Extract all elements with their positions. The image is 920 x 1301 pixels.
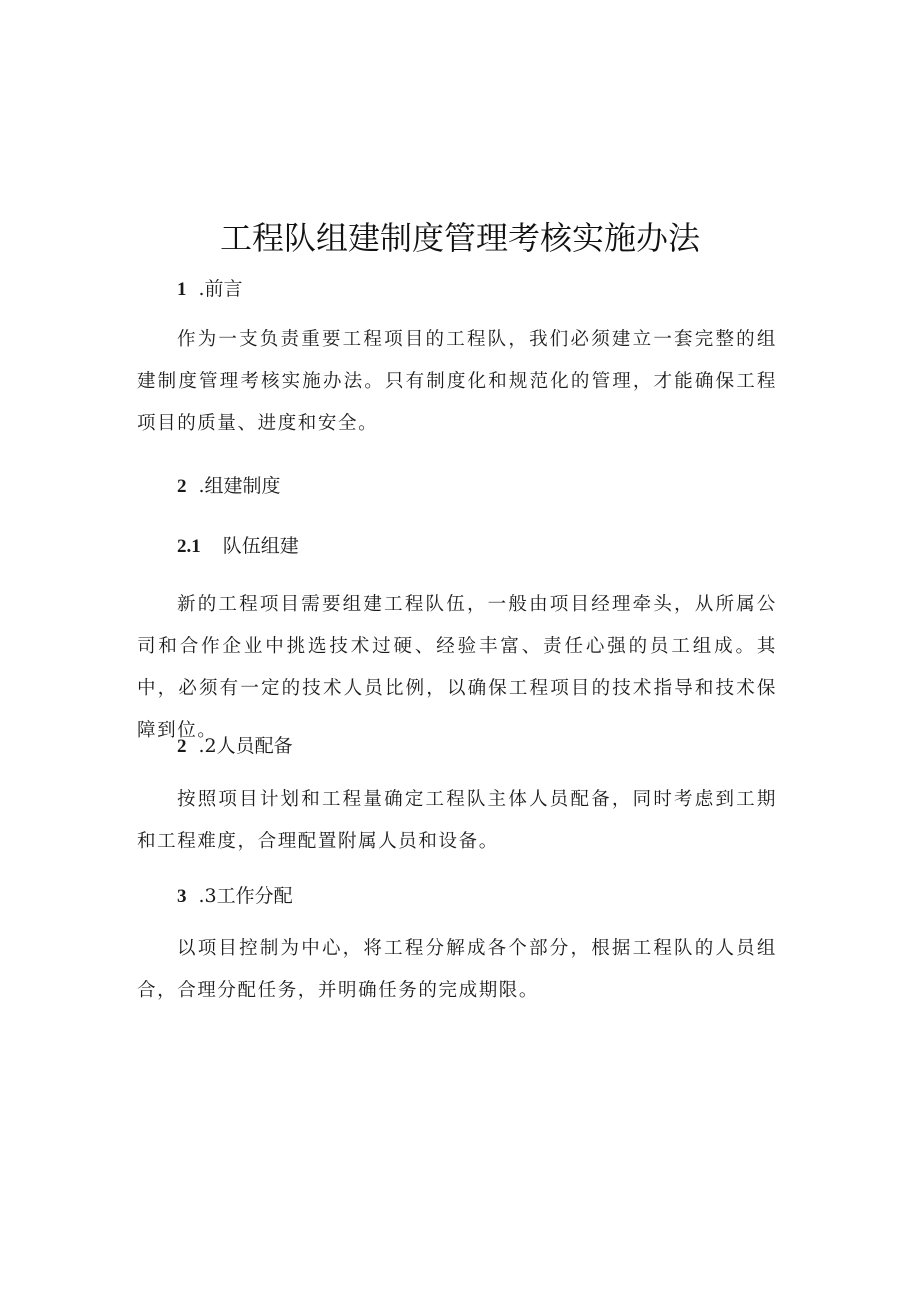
section-heading-2-2 [177, 732, 293, 761]
section-heading-2-1 [177, 532, 299, 561]
paragraph-work-allocation: 以项目控制为中心，将工程分解成各个部分，根据工程队的人员组合，合理分配任务，并明确任务的完成期限。 [137, 938, 777, 1001]
document-title: 工程队组建制度管理考核实施办法 [219, 219, 700, 257]
paragraph-preface: 作为一支负责重要工程项目的工程队，我们必须建立一套完整的组建制度管理考核实施办法。只有制度化和规范化的管理，才能确保工程项目的质量、进度和安全。 [137, 329, 777, 434]
section-number: 1 [177, 279, 187, 300]
section-label: 队伍组建 [222, 535, 299, 557]
section-label: .3工作分配 [198, 885, 293, 907]
section-heading-3-3 [177, 882, 293, 911]
section-number: 2 [177, 476, 187, 497]
section-number: 3 [177, 886, 187, 907]
section-heading-1 [177, 275, 243, 304]
paragraph-team-formation: 新的工程项目需要组建工程队伍，一般由项目经理牵头，从所属公司和合作企业中挑选技术过硬、经验丰富、责任心强的员工组成。其中，必须有一定的技术人员比例，以确保工程项目的技术指导和技术保障到位。 [137, 594, 777, 741]
paragraph-staffing: 按照项目计划和工程量确定工程队主体人员配备，同时考虑到工期和工程难度，合理配置附属人员和设备。 [137, 789, 777, 852]
section-heading-2 [177, 472, 281, 501]
section-number: 2 [177, 736, 187, 757]
section-number: 2.1 [177, 536, 201, 557]
section-label: .组建制度 [198, 475, 281, 497]
section-label: .2人员配备 [198, 735, 293, 757]
section-label: .前言 [198, 278, 243, 300]
